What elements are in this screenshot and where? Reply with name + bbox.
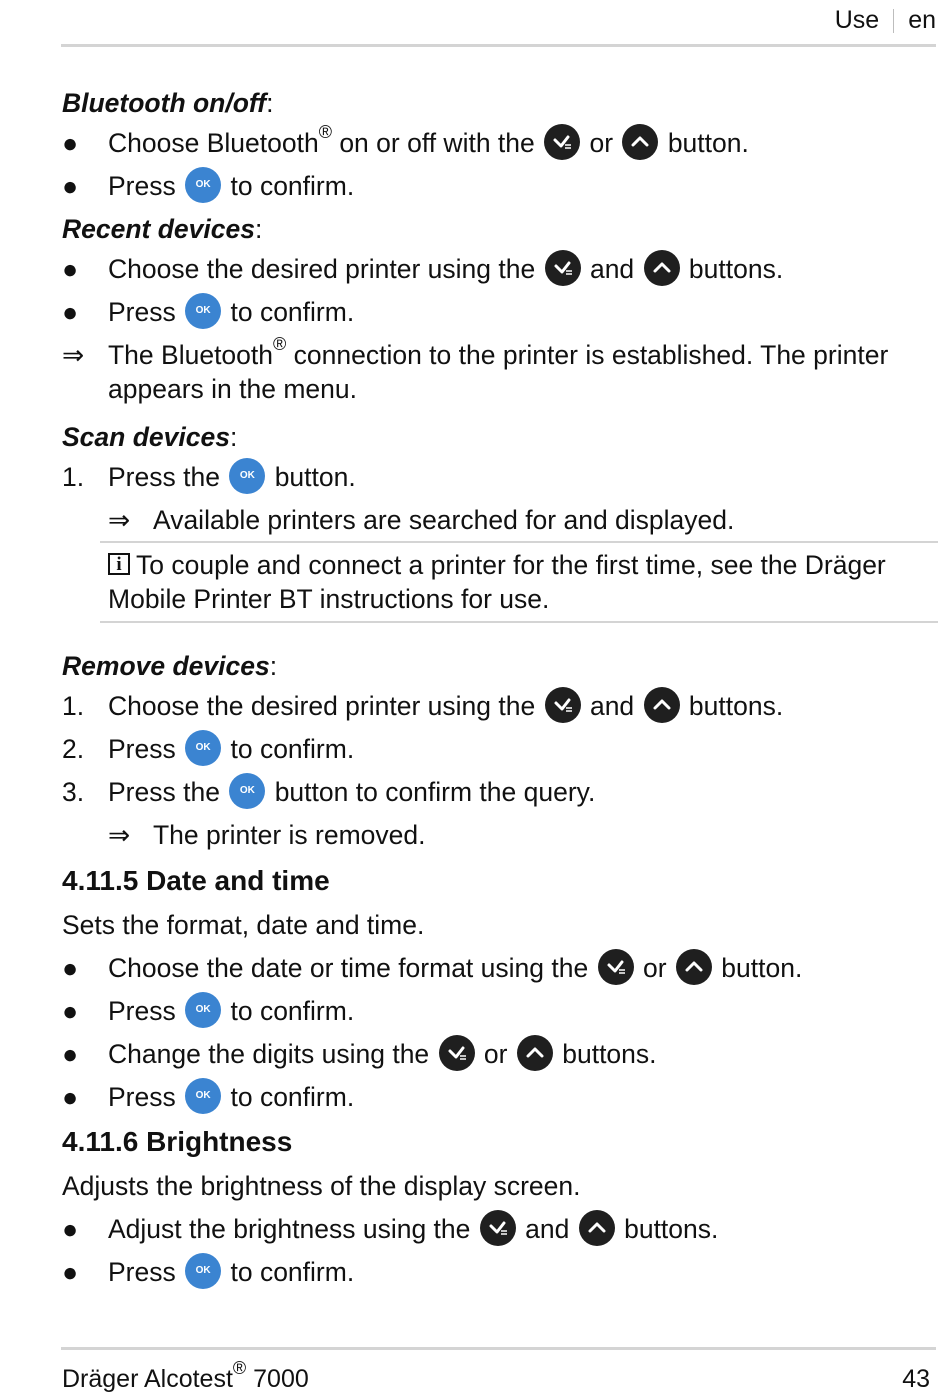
ok-button-icon: OK (185, 1078, 221, 1114)
page-number: 43 (902, 1365, 930, 1393)
bullet: ● (62, 297, 79, 327)
step-number: 3. (62, 777, 85, 807)
result-item: ⇒ Available printers are searched for and displayed. (108, 505, 735, 535)
ok-button-icon: OK (185, 730, 221, 766)
list-item: ● Press OK to confirm. (62, 1255, 938, 1298)
down-button-icon (544, 124, 580, 160)
bullet: ● (62, 254, 79, 284)
list-item: ● Change the digits using the or buttons. (62, 1037, 938, 1080)
bullet: ● (62, 953, 79, 983)
step-item: 2. Press OK to confirm. (62, 732, 938, 775)
step-item: 1. Press the OK button. (62, 460, 938, 503)
list-item: ● Adjust the brightness using the and buttons. (62, 1212, 938, 1255)
bluetooth-subheading: Bluetooth on/off: (62, 88, 274, 118)
section-intro: Sets the format, date and time. (62, 910, 425, 940)
section-heading-brightness: 4.11.6 Brightness (62, 1126, 293, 1157)
header-separator (893, 9, 894, 33)
ok-button-icon: OK (229, 458, 265, 494)
result-arrow: ⇒ (108, 505, 131, 535)
ok-button-icon: OK (185, 293, 221, 329)
scan-devices-subheading: Scan devices: (62, 422, 238, 452)
info-icon: i (108, 553, 130, 575)
up-button-icon (676, 949, 712, 985)
section-heading-date-time: 4.11.5 Date and time (62, 865, 330, 896)
down-button-icon (439, 1035, 475, 1071)
page-footer (62, 1357, 930, 1396)
list-item: ● Choose the date or time format using the or button. (62, 951, 938, 994)
remove-devices-subheading: Remove devices: (62, 651, 278, 681)
list-item: ● Press OK to confirm. (62, 1080, 938, 1123)
bullet: ● (62, 996, 79, 1026)
bullet: ● (62, 1039, 79, 1069)
step-number: 2. (62, 734, 85, 764)
bullet: ● (62, 171, 79, 201)
step-number: 1. (62, 691, 85, 721)
header-section: Use (834, 6, 880, 34)
result-item: ⇒ The printer is removed. (108, 820, 426, 850)
result-item: ⇒ The Bluetooth® connection to the printer is established. The printer appears in the menu. (62, 334, 889, 404)
list-item: ● Choose Bluetooth® on or off with the or button. (62, 122, 749, 158)
up-button-icon (517, 1035, 553, 1071)
bullet: ● (62, 128, 79, 158)
step-item: 3. Press the OK button to confirm the query. (62, 775, 938, 818)
header-rule (61, 44, 936, 47)
ok-button-icon: OK (185, 1253, 221, 1289)
ok-button-icon: OK (185, 992, 221, 1028)
list-item: ● Press OK to confirm. (62, 295, 938, 338)
list-item: ● Press OK to confirm. (62, 994, 938, 1037)
page-header (835, 6, 936, 35)
down-button-icon (480, 1210, 516, 1246)
up-button-icon (644, 250, 680, 286)
up-button-icon (644, 687, 680, 723)
bullet: ● (62, 1257, 79, 1287)
header-language: en (908, 6, 936, 34)
footer-product: Dräger Alcotest® 7000 (62, 1357, 309, 1393)
step-item: 1. Choose the desired printer using the and buttons. (62, 689, 938, 732)
bullet: ● (62, 1082, 79, 1112)
down-button-icon (598, 949, 634, 985)
bullet: ● (62, 1214, 79, 1244)
info-note: i To couple and connect a printer for the first time, see the Dräger Mobile Printer BT instructions for use. (100, 541, 938, 623)
up-button-icon (622, 124, 658, 160)
recent-devices-subheading: Recent devices: (62, 214, 263, 244)
ok-button-icon: OK (185, 167, 221, 203)
ok-button-icon: OK (229, 773, 265, 809)
list-item: ● Press OK to confirm. (62, 169, 938, 212)
down-button-icon (545, 250, 581, 286)
section-intro: Adjusts the brightness of the display screen. (62, 1171, 581, 1201)
result-arrow: ⇒ (108, 820, 131, 850)
footer-rule (61, 1347, 936, 1350)
step-number: 1. (62, 462, 85, 492)
up-button-icon (579, 1210, 615, 1246)
result-arrow: ⇒ (62, 340, 85, 370)
list-item: ● Choose the desired printer using the and buttons. (62, 252, 938, 295)
down-button-icon (545, 687, 581, 723)
page-body (62, 86, 938, 1298)
